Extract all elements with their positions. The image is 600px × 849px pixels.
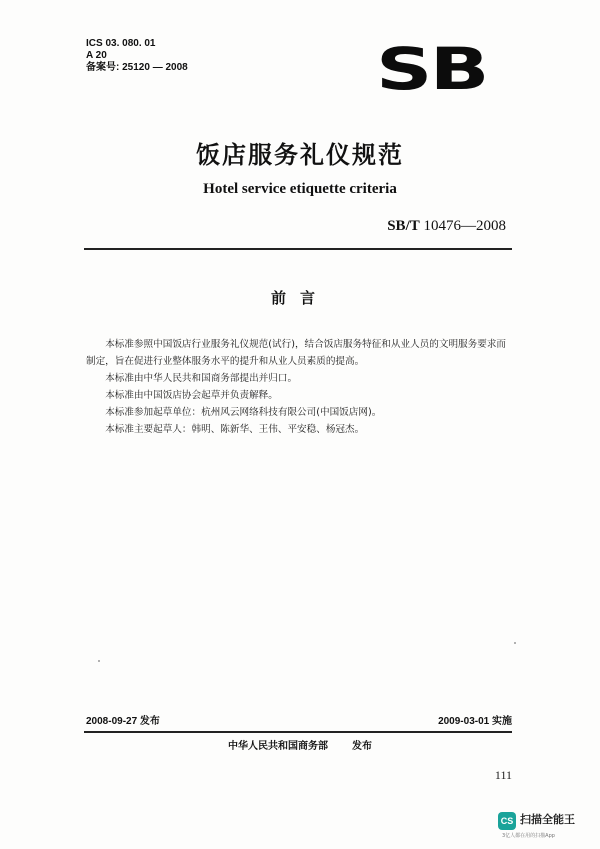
title-chinese: 饭店服务礼仪规范 bbox=[196, 141, 404, 169]
issuer-action: 发布 bbox=[352, 741, 372, 752]
ccs-code: A 20 bbox=[86, 50, 107, 61]
title-english: Hotel service etiquette criteria bbox=[203, 181, 397, 197]
ics-code: ICS 03. 080. 01 bbox=[86, 38, 156, 49]
foreword-paragraph: 本标准参照中国饭店行业服务礼仪规范(试行)，结合饭店服务特征和从业人员的文明服务要求而制定，旨在促进行业整体服务水平的提升和从业人员素质的提高。 bbox=[86, 339, 507, 367]
implement-date: 2009-03-01 实施 bbox=[438, 716, 512, 727]
issuer-name: 中华人民共和国商务部 bbox=[228, 741, 328, 752]
issue-date: 2008-09-27 发布 bbox=[86, 716, 160, 727]
foreword-paragraph: 本标准参加起草单位：杭州风云网络科技有限公司(中国饭店网)。 bbox=[105, 407, 382, 418]
header-divider bbox=[84, 248, 512, 250]
scanner-app-name: 扫描全能王 bbox=[520, 813, 575, 826]
standard-number bbox=[387, 217, 506, 235]
classification-block bbox=[86, 38, 188, 74]
scanner-watermark bbox=[498, 810, 594, 844]
foreword-heading: 前言 bbox=[270, 289, 329, 307]
standard-prefix: SB/T bbox=[387, 218, 420, 234]
foreword-paragraph: 本标准由中国饭店协会起草并负责解释。 bbox=[105, 390, 278, 401]
sb-logo: SB bbox=[376, 35, 487, 103]
foreword-paragraph: 本标准主要起草人：韩明、陈新华、王伟、平安稳、杨冠杰。 bbox=[105, 424, 365, 435]
footer-divider bbox=[84, 731, 512, 733]
standard-code: 10476—2008 bbox=[423, 218, 506, 234]
foreword-body bbox=[86, 336, 512, 438]
issuer-line bbox=[0, 741, 600, 753]
page-number: 111 bbox=[494, 768, 512, 782]
foreword-paragraph: 本标准由中华人民共和国商务部提出并归口。 bbox=[105, 373, 298, 384]
scanner-tagline: 3亿人都在用的扫描App bbox=[502, 833, 555, 839]
camscanner-icon: CS bbox=[498, 812, 516, 830]
record-number: 备案号: 25120 — 2008 bbox=[86, 62, 188, 73]
